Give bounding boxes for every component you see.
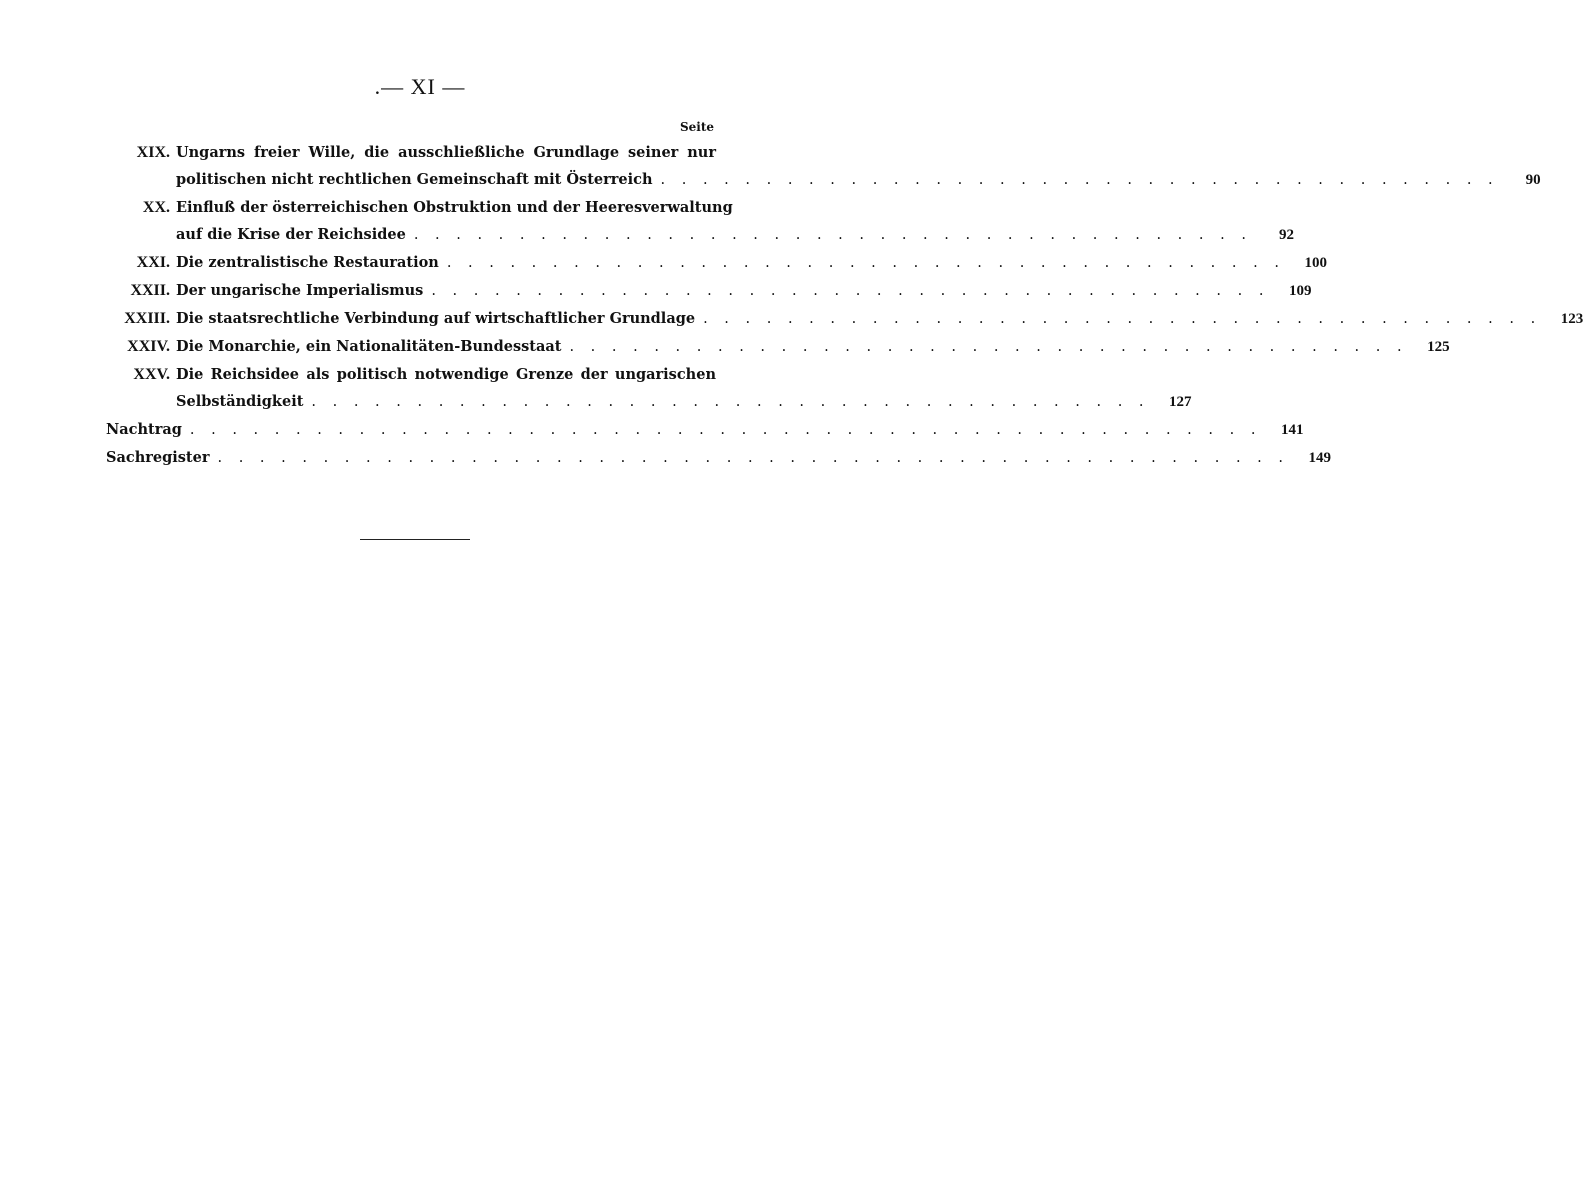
toc-entry-xix bbox=[106, 139, 1541, 194]
chapter-title-line: Selbständigkeit bbox=[176, 393, 304, 410]
page-ref: 92 bbox=[1278, 227, 1294, 243]
seite-column-label: Seite bbox=[679, 120, 714, 134]
appendix-label: Sachregister bbox=[106, 449, 210, 466]
page-ref: 123 bbox=[1560, 311, 1583, 327]
toc-entry-xxii bbox=[106, 277, 1312, 305]
toc-entry-xxiii bbox=[106, 305, 1583, 333]
chapter-title-line: Ungarns freier Wille, die ausschließliche Grundlage seiner nur bbox=[176, 144, 716, 161]
toc-entry-nachtrag bbox=[106, 416, 1304, 444]
chapter-title-line: Die zentralistische Restauration bbox=[176, 254, 439, 271]
closing-rule bbox=[360, 539, 470, 540]
toc-entry-xxiv bbox=[106, 333, 1450, 361]
dot-leader: . . . . . . . . . . . . . . . . . . . . . . . . . . . . . . . . . . . . . . . . bbox=[703, 311, 1542, 327]
dot-leader: . . . . . . . . . . . . . . . . . . . . . . . . . . . . . . . . . . . . . . . . bbox=[311, 394, 1150, 410]
dot-leader: . . . . . . . . . . . . . . . . . . . . . . . . . . . . . . . . . . . . . . . . bbox=[446, 255, 1285, 271]
chapter-number: XXI. bbox=[136, 254, 170, 271]
page-ref: 141 bbox=[1280, 422, 1304, 438]
dot-leader: . . . . . . . . . . . . . . . . . . . . . . . . . . . . . . . . . . . . . . . . bbox=[569, 339, 1408, 355]
page-ref: 90 bbox=[1525, 172, 1541, 188]
chapter-number: XX. bbox=[142, 199, 170, 216]
dot-leader: . . . . . . . . . . . . . . . . . . . . . . . . . . . . . . . . . . . . . . . . bbox=[660, 172, 1499, 188]
chapter-number: XXIII. bbox=[124, 310, 170, 327]
chapter-number: XIX. bbox=[136, 144, 170, 161]
page-ref: 100 bbox=[1304, 255, 1327, 271]
toc-entry-sachregister bbox=[106, 444, 1332, 472]
chapter-title-line: Die Reichsidee als politisch notwendige Grenze der ungarischen bbox=[176, 366, 716, 383]
dot-leader: . . . . . . . . . . . . . . . . . . . . . . . . . . . . . . . . . . . . . . . . bbox=[431, 283, 1270, 299]
chapter-number: XXV. bbox=[133, 366, 170, 383]
page-ref: 109 bbox=[1288, 283, 1312, 299]
chapter-number: XXIV. bbox=[127, 338, 170, 355]
chapter-title-line: politischen nicht rechtlichen Gemeinschaft mit Österreich bbox=[176, 171, 653, 188]
appendix-label: Nachtrag bbox=[106, 421, 182, 438]
table-of-contents bbox=[106, 139, 1583, 472]
chapter-title-line: Einfluß der österreichischen Obstruktion und der Heeresverwaltung bbox=[176, 199, 733, 216]
toc-entry-xxi bbox=[106, 249, 1327, 277]
toc-entry-xx bbox=[106, 194, 1294, 249]
page-ref: 149 bbox=[1308, 450, 1332, 466]
page-ref: 125 bbox=[1427, 339, 1450, 355]
dot-leader: . . . . . . . . . . . . . . . . . . . . . . . . . . . . . . . . . . . . . . . . bbox=[413, 227, 1252, 243]
dot-leader: . . . . . . . . . . . . . . . . . . . . . . . . . . . . . . . . . . . . . . . . . . . . . . . . . . . bbox=[217, 450, 1290, 466]
dot-leader: . . . . . . . . . . . . . . . . . . . . . . . . . . . . . . . . . . . . . . . . . . . . . . . . . . . bbox=[189, 422, 1262, 438]
page-number: .— XI — bbox=[374, 74, 466, 99]
toc-entry-xxv bbox=[106, 361, 1192, 416]
chapter-number: XXII. bbox=[130, 282, 170, 299]
chapter-title-line: Die Monarchie, ein Nationalitäten-Bundesstaat bbox=[176, 338, 562, 355]
chapter-title-line: Die staatsrechtliche Verbindung auf wirtschaftlicher Grundlage bbox=[176, 310, 696, 327]
chapter-title-line: Der ungarische Imperialismus bbox=[176, 282, 424, 299]
chapter-title-line: auf die Krise der Reichsidee bbox=[176, 226, 406, 243]
page-ref: 127 bbox=[1169, 394, 1192, 410]
